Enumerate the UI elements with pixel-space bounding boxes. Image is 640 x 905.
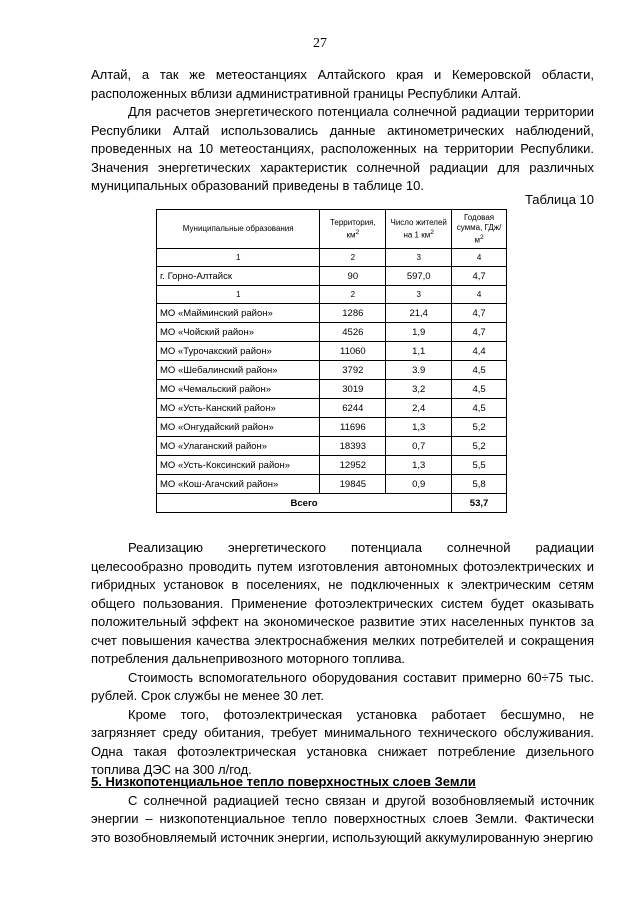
annual-sum-cell: 4,7	[452, 323, 507, 342]
header-annual-sum: Годовая сумма, ГДж/$м^2$	[452, 210, 507, 249]
table-row	[157, 267, 507, 286]
municipality-cell: МО «Усть-Коксинский район»	[157, 456, 320, 475]
density-cell: 3,2	[386, 380, 452, 399]
municipality-cell: МО «Усть-Канский район»	[157, 399, 320, 418]
page-number: 27	[313, 36, 327, 51]
municipality-cell: МО «Чойский район»	[157, 323, 320, 342]
territory-cell: 3019	[320, 380, 386, 399]
density-cell: 21,4	[386, 304, 452, 323]
table-total-row	[157, 494, 507, 513]
table-row	[157, 361, 507, 380]
municipality-cell: МО «Чемальский район»	[157, 380, 320, 399]
density-cell: 0,7	[386, 437, 452, 456]
annual-sum-cell: 5,5	[452, 456, 507, 475]
table-caption: Таблица 10	[524, 192, 594, 207]
density-cell: 2,4	[386, 399, 452, 418]
section-5	[91, 773, 594, 847]
territory-cell: 12952	[320, 456, 386, 475]
table-header-row	[157, 210, 507, 249]
territory-cell: 2	[320, 286, 386, 304]
table-row	[157, 380, 507, 399]
paragraph: Кроме того, фотоэлектрическая установка работает бесшумно, не загрязняет среду обитания, требует минимального технического обслуживания. Одна такая фотоэлектрическая установка снижает потребление дизельного топлива ДЭС на 300 л/год.	[91, 706, 594, 777]
table-row	[157, 342, 507, 361]
table-row	[157, 323, 507, 342]
paragraph: Для расчетов энергетического потенциала солнечной радиации территории Республики Алтай использовались данные актинометрических наблюдений, проведенных на 10 метеостанциях, расположенных на территории Республики. Значения энергетических характеристик солнечной радиации для различных муниципальных образований приведены в таблице 10.	[91, 104, 594, 193]
municipality-cell: МО «Турочакский район»	[157, 342, 320, 361]
territory-cell: 6244	[320, 399, 386, 418]
table-row	[157, 304, 507, 323]
density-cell: 3	[386, 286, 452, 304]
density-cell: 1,3	[386, 418, 452, 437]
annual-sum-cell: 5,2	[452, 437, 507, 456]
annual-sum-cell: 4	[452, 286, 507, 304]
annual-sum-cell: 4,5	[452, 380, 507, 399]
table-row	[157, 399, 507, 418]
density-cell: 1,9	[386, 323, 452, 342]
table-row	[157, 286, 507, 304]
territory-cell: 11060	[320, 342, 386, 361]
annual-sum-cell: 4,4	[452, 342, 507, 361]
density-cell: 0,9	[386, 475, 452, 494]
table-row	[157, 475, 507, 494]
territory-cell: 90	[320, 267, 386, 286]
municipality-cell: МО «Онгудайский район»	[157, 418, 320, 437]
paragraph: С солнечной радиацией тесно связан и другой возобновляемый источник энергии – низкопотенциальное тепло поверхностных слоев Земли. Фактически это возобновляемый источник энергии, использующий аккумулированную энергию	[91, 792, 594, 845]
municipality-cell: МО «Улаганский район»	[157, 437, 320, 456]
table-row	[157, 437, 507, 456]
territory-cell: 1286	[320, 304, 386, 323]
paragraph: Алтай, а так же метеостанциях Алтайского края и Кемеровской области, расположенных вблизи административной границы Республики Алтай.	[91, 67, 594, 101]
territory-cell: 18393	[320, 437, 386, 456]
header-municipality: Муниципальные образования	[157, 210, 320, 249]
column-number-row: 1 2 3 4	[157, 249, 507, 267]
density-cell: 597,0	[386, 267, 452, 286]
body-text	[91, 539, 594, 780]
intro-text	[91, 66, 594, 196]
annual-sum-cell: 4,5	[452, 361, 507, 380]
municipality-cell: МО «Шебалинский район»	[157, 361, 320, 380]
paragraph: Стоимость вспомогательного оборудования составит примерно 60÷75 тыс. рублей. Срок службы не менее 30 лет.	[91, 669, 594, 703]
municipality-cell: г. Горно-Алтайск	[157, 267, 320, 286]
municipality-cell: МО «Майминский район»	[157, 304, 320, 323]
municipality-cell: 1	[157, 286, 320, 304]
annual-sum-cell: 4,7	[452, 267, 507, 286]
territory-cell: 19845	[320, 475, 386, 494]
header-residents: Число жителей на 1 $км^2$	[386, 210, 452, 249]
density-cell: 3.9	[386, 361, 452, 380]
header-territory: Территория, $км^2$	[320, 210, 386, 249]
paragraph: Реализацию энергетического потенциала солнечной радиации целесообразно проводить путем изготовления автономных фотоэлектрических и гибридных установок в поселениях, не подключенных к электрическим сетям общего пользования. Применение фотоэлектрических систем будет оказывать положительный эффект на экономическое развитие этих населенных пунктов за счет повышения качества электроснабжения мелких потребителей и сокращения потребления дальнепривозного моторного топлива.	[91, 540, 594, 666]
total-sum: 53,7	[452, 494, 507, 513]
annual-sum-cell: 4,7	[452, 304, 507, 323]
table-row	[157, 456, 507, 475]
territory-cell: 11696	[320, 418, 386, 437]
territory-cell: 4526	[320, 323, 386, 342]
annual-sum-cell: 5,8	[452, 475, 507, 494]
municipality-cell: МО «Кош-Агачский район»	[157, 475, 320, 494]
annual-sum-cell: 5,2	[452, 418, 507, 437]
table-row	[157, 418, 507, 437]
annual-sum-cell: 4,5	[452, 399, 507, 418]
solar-energy-table	[156, 209, 507, 513]
territory-cell: 3792	[320, 361, 386, 380]
section-heading: 5. Низкопотенциальное тепло поверхностных слоев Земли	[91, 774, 476, 789]
density-cell: 1,3	[386, 456, 452, 475]
total-label: Всего	[157, 494, 452, 513]
density-cell: 1,1	[386, 342, 452, 361]
